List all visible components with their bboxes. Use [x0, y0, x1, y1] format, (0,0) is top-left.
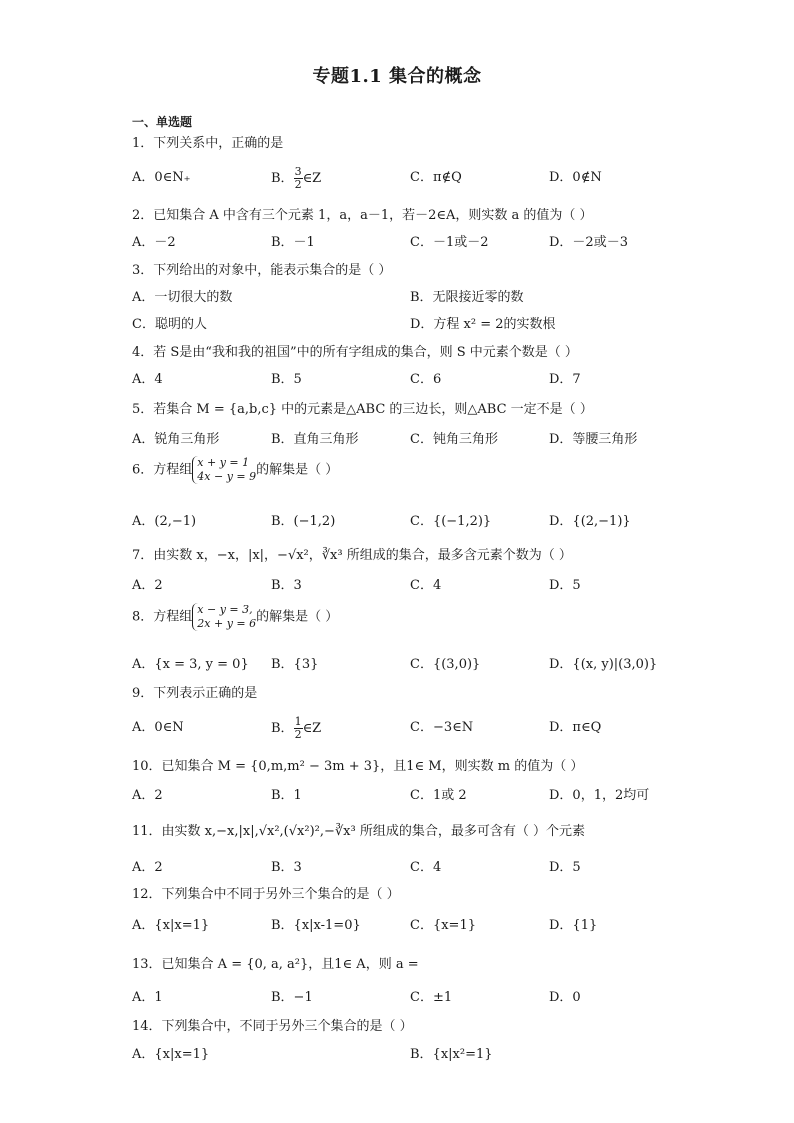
option-d[interactable]: D．5 — [549, 578, 581, 593]
option-d[interactable]: D．等腰三角形 — [549, 432, 638, 447]
option-b[interactable]: B．(−1,2) — [271, 514, 336, 529]
option-b[interactable]: B．{3} — [271, 657, 319, 672]
options-3-row2 — [132, 313, 692, 333]
option-d[interactable]: D．0 — [549, 990, 581, 1005]
options-1 — [132, 165, 692, 191]
question-11: 11．由实数 x,−x,|x|,√x²,(√x²)²,−∛x³ 所组成的集合，最多可含有（ ）个元素 — [132, 824, 585, 839]
options-10 — [132, 784, 692, 804]
options-9 — [132, 715, 692, 741]
option-c[interactable]: C．4 — [410, 860, 442, 875]
question-6: 6．方程组 x + y = 1 4x − y = 9 的解集是（ ） — [132, 456, 339, 483]
option-b[interactable]: B．－1 — [271, 235, 315, 250]
page-title: 专题1.1 集合的概念 — [312, 66, 482, 87]
options-4 — [132, 368, 692, 388]
option-b[interactable]: B．{x|x²=1} — [410, 1047, 493, 1062]
option-d[interactable]: D．0，1，2均可 — [549, 788, 650, 803]
option-d[interactable]: D．π∈Q — [549, 720, 602, 735]
options-13 — [132, 986, 692, 1006]
option-a[interactable]: A．{x|x=1} — [132, 1047, 210, 1062]
option-b[interactable]: B．3 — [271, 578, 302, 593]
question-7: 7．由实数 x，−x，|x|，−√x²，∛x³ 所组成的集合，最多含元素个数为（ ） — [132, 548, 572, 563]
options-7 — [132, 574, 692, 594]
options-6 — [132, 510, 692, 530]
options-5 — [132, 428, 692, 448]
option-c[interactable]: C．－1或－2 — [410, 235, 489, 250]
question-1: 1．下列关系中，正确的是 — [132, 136, 284, 151]
option-c[interactable]: C．{x=1} — [410, 918, 476, 933]
options-11 — [132, 856, 692, 876]
option-b[interactable]: B．直角三角形 — [271, 432, 359, 447]
question-5: 5．若集合 M = {a,b,c} 中的元素是△ABC 的三边长，则△ABC 一定不是（ ） — [132, 402, 593, 417]
option-b[interactable]: B．−1 — [271, 990, 313, 1005]
option-a[interactable]: A．一切很大的数 — [132, 290, 233, 305]
question-9: 9．下列表示正确的是 — [132, 686, 258, 701]
question-3: 3．下列给出的对象中，能表示集合的是（ ） — [132, 263, 392, 278]
equation-system: x + y = 1 4x − y = 9 — [192, 456, 256, 484]
option-c[interactable]: C．{(3,0)} — [410, 657, 481, 672]
option-d[interactable]: D．{1} — [549, 918, 598, 933]
question-12: 12．下列集合中不同于另外三个集合的是（ ） — [132, 887, 400, 902]
option-d[interactable]: D．0∉N — [549, 170, 602, 185]
option-c[interactable]: C．6 — [410, 372, 442, 387]
question-2: 2．已知集合 A 中含有三个元素 1，a，a－1，若－2∈A，则实数 a 的值为（ ） — [132, 208, 593, 223]
question-4: 4．若 S是由“我和我的祖国”中的所有字组成的集合，则 S 中元素个数是（ ） — [132, 345, 578, 360]
option-a[interactable]: A．4 — [132, 372, 163, 387]
options-14 — [132, 1043, 692, 1063]
options-12 — [132, 914, 692, 934]
section-heading: 一、单选题 — [132, 115, 193, 129]
option-c[interactable]: C．±1 — [410, 990, 453, 1005]
option-a[interactable]: A．2 — [132, 578, 163, 593]
options-2 — [132, 231, 692, 251]
option-b[interactable]: B．3 — [271, 860, 302, 875]
option-a[interactable]: A．锐角三角形 — [132, 432, 220, 447]
option-a[interactable]: A．－2 — [132, 235, 176, 250]
option-c[interactable]: C．钝角三角形 — [410, 432, 498, 447]
fraction: $\frac{1}{2}$ — [294, 715, 302, 741]
option-c[interactable]: C．π∉Q — [410, 170, 462, 185]
option-c[interactable]: C．{(−1,2)} — [410, 514, 492, 529]
question-13: 13．已知集合 A = {0, a, a²}，且1∈ A，则 a = — [132, 957, 419, 972]
option-c[interactable]: C．聪明的人 — [132, 317, 207, 332]
option-a[interactable]: A．1 — [132, 990, 163, 1005]
option-b[interactable]: B．5 — [271, 372, 302, 387]
option-a[interactable]: A．{x = 3, y = 0} — [132, 657, 249, 672]
equation-system: x − y = 3, 2x + y = 6 — [192, 603, 256, 631]
option-c[interactable]: C．1或 2 — [410, 788, 467, 803]
option-b[interactable]: B． $\frac{1}{2}$ ∈Z — [271, 715, 322, 741]
option-a[interactable]: A．(2,−1) — [132, 514, 197, 529]
question-14: 14．下列集合中，不同于另外三个集合的是（ ） — [132, 1019, 413, 1034]
option-c[interactable]: C．4 — [410, 578, 442, 593]
option-a[interactable]: A．2 — [132, 860, 163, 875]
fraction: $\frac{3}{2}$ — [294, 165, 302, 191]
option-d[interactable]: D．{(x, y)|(3,0)} — [549, 657, 658, 672]
option-b[interactable]: B．{x|x-1=0} — [271, 918, 361, 933]
option-b[interactable]: B．1 — [271, 788, 302, 803]
question-8: 8．方程组 x − y = 3, 2x + y = 6 的解集是（ ） — [132, 603, 339, 630]
options-8 — [132, 653, 692, 673]
question-10: 10．已知集合 M = {0,m,m² − 3m + 3}，且1∈ M，则实数 m 的值为（ ） — [132, 759, 584, 774]
option-a[interactable]: A．{x|x=1} — [132, 918, 210, 933]
option-c[interactable]: C．−3∈N — [410, 720, 474, 735]
option-d[interactable]: D．－2或－3 — [549, 235, 628, 250]
option-a[interactable]: A．0∈N₊ — [132, 170, 191, 185]
option-a[interactable]: A．0∈N — [132, 720, 184, 735]
option-d[interactable]: D．5 — [549, 860, 581, 875]
option-b[interactable]: B． $\frac{3}{2}$ ∈Z — [271, 165, 322, 191]
option-d[interactable]: D．方程 x² = 2的实数根 — [410, 317, 556, 332]
option-a[interactable]: A．2 — [132, 788, 163, 803]
option-d[interactable]: D．7 — [549, 372, 581, 387]
options-3-row1 — [132, 286, 692, 306]
option-b[interactable]: B．无限接近零的数 — [410, 290, 524, 305]
option-d[interactable]: D．{(2,−1)} — [549, 514, 631, 529]
